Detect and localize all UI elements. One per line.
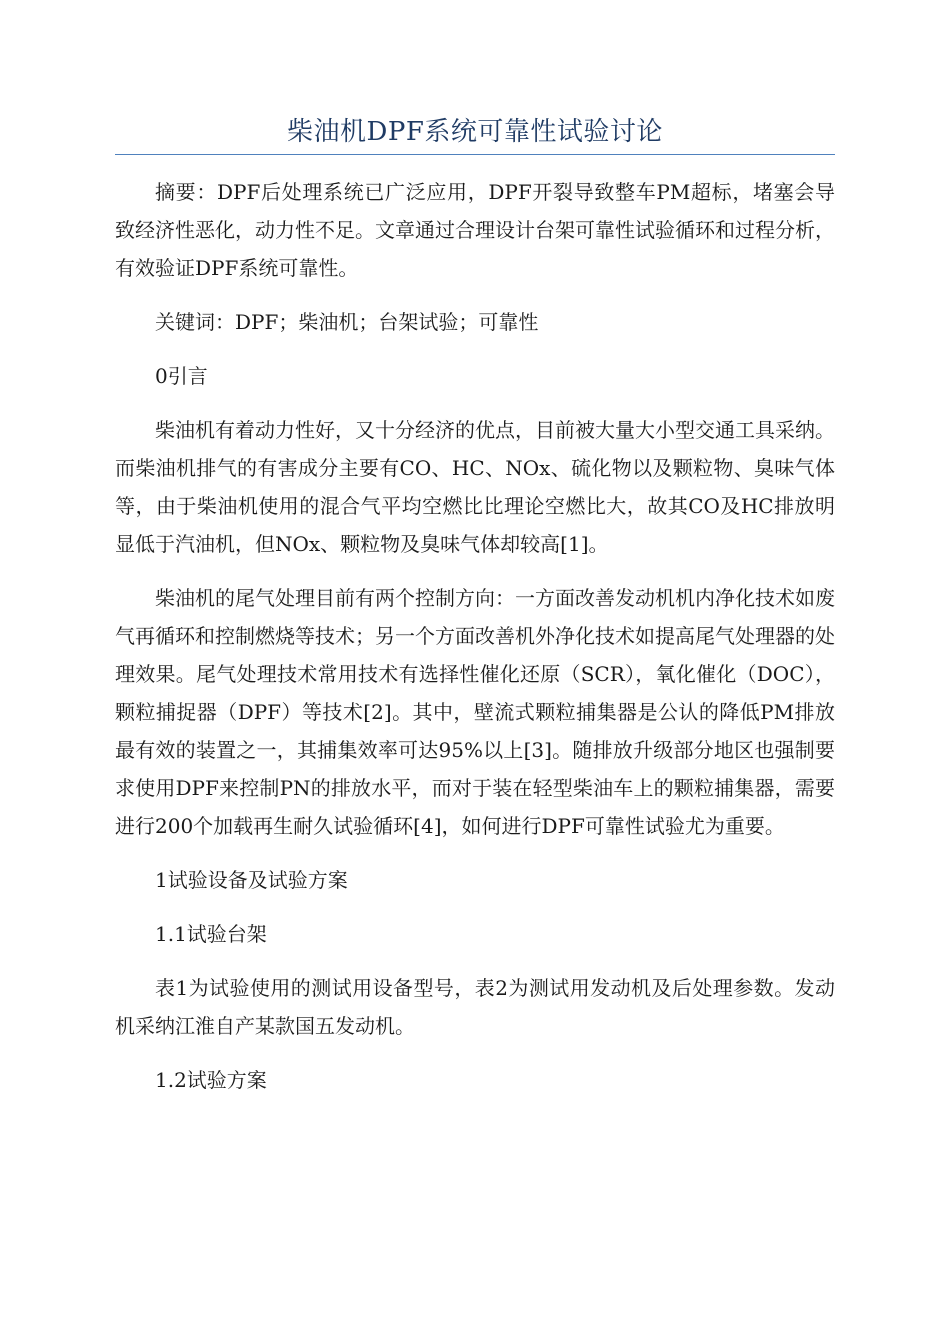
keywords-paragraph: 关键词：DPF；柴油机；台架试验；可靠性	[155, 310, 539, 334]
document-title: 柴油机DPF系统可靠性试验讨论	[287, 117, 663, 147]
title-underline	[115, 154, 835, 155]
section-heading-introduction: 0引言	[155, 364, 208, 388]
subsection-heading-test-bench: 1.1试验台架	[155, 922, 267, 946]
body-paragraph: 柴油机有着动力性好，又十分经济的优点，目前被大量大小型交通工具采纳。而柴油机排气的有害成分主要有CO、HC、NOx、硫化物以及颗粒物、臭味气体等，由于柴油机使用的混合气平均空燃比比理论空燃比大，故其CO及HC排放明显低于汽油机，但NOx、颗粒物及臭味气体却较高[1]。	[115, 418, 835, 556]
body-paragraph: 柴油机的尾气处理目前有两个控制方向：一方面改善发动机机内净化技术如废气再循环和控制燃烧等技术；另一个方面改善机外净化技术如提高尾气处理器的处理效果。尾气处理技术常用技术有选择性催化还原（SCR），氧化催化（DOC），颗粒捕捉器（DPF）等技术[2]。其中，壁流式颗粒捕集器是公认的降低PM排放最有效的装置之一，其捕集效率可达95%以上[3]。随排放升级部分地区也强制要求使用DPF来控制PN的排放水平，而对于装在轻型柴油车上的颗粒捕集器，需要进行200个加载再生耐久试验循环[4]，如何进行DPF可靠性试验尤为重要。	[115, 586, 835, 838]
body-paragraph: 表1为试验使用的测试用设备型号，表2为测试用发动机及后处理参数。发动机采纳江淮自产某款国五发动机。	[115, 976, 835, 1038]
abstract-paragraph: 摘要：DPF后处理系统已广泛应用，DPF开裂导致整车PM超标，堵塞会导致经济性恶化，动力性不足。文章通过合理设计台架可靠性试验循环和过程分析，有效验证DPF系统可靠性。	[115, 180, 835, 280]
subsection-heading-test-plan: 1.2试验方案	[155, 1068, 267, 1092]
document-body	[115, 173, 835, 1115]
section-heading-equipment: 1试验设备及试验方案	[155, 868, 348, 892]
